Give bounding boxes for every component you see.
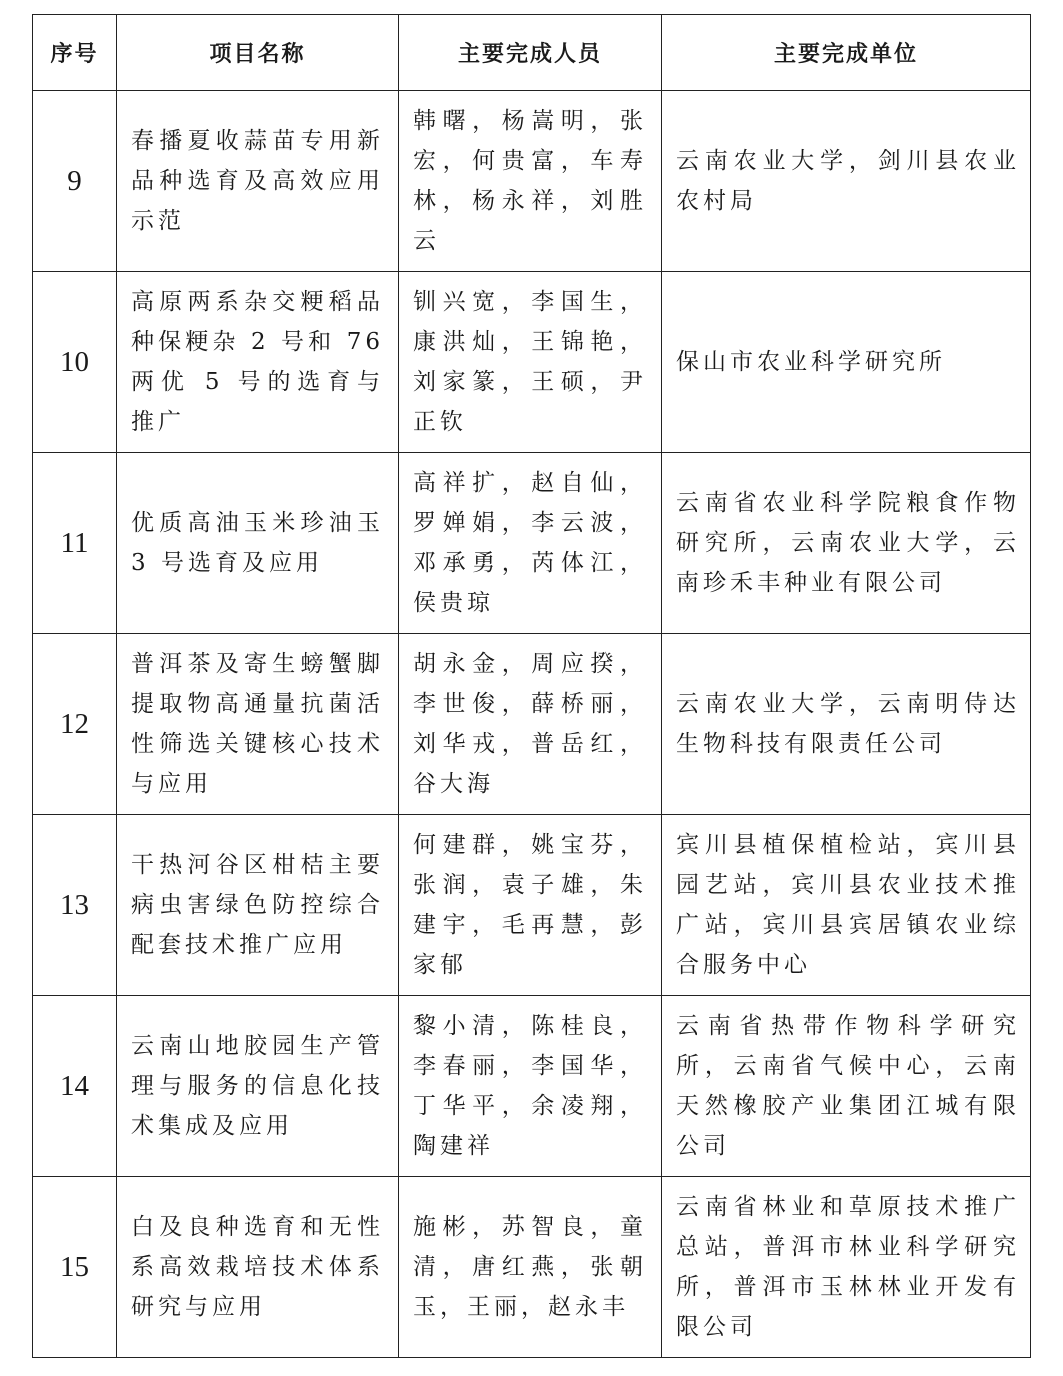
table-row xyxy=(33,91,1031,272)
row-number: 9 xyxy=(33,91,117,272)
table-row xyxy=(33,1177,1031,1358)
main-personnel xyxy=(399,815,662,996)
main-unit xyxy=(662,815,1031,996)
main-personnel-text: 高祥扩，赵自仙，罗婵娟，李云波，邓承勇，芮体江，侯贵琼 xyxy=(413,470,647,616)
main-personnel xyxy=(399,272,662,453)
main-personnel-text: 钏兴宽，李国生，康洪灿，王锦艳，刘家篆，王硕，尹正钦 xyxy=(413,289,647,435)
table-body xyxy=(33,91,1031,1358)
main-personnel xyxy=(399,91,662,272)
project-name-text: 白及良种选育和无性系高效栽培技术体系研究与应用 xyxy=(131,1214,384,1320)
table-row xyxy=(33,634,1031,815)
awards-table xyxy=(32,14,1031,1358)
row-number: 10 xyxy=(33,272,117,453)
main-personnel xyxy=(399,634,662,815)
main-personnel xyxy=(399,1177,662,1358)
row-number: 14 xyxy=(33,996,117,1177)
main-personnel-text: 韩曙，杨嵩明，张宏，何贵富，车寿林，杨永祥，刘胜云 xyxy=(413,108,647,254)
main-unit xyxy=(662,272,1031,453)
header-main-personnel: 主要完成人员 xyxy=(399,15,662,91)
main-unit xyxy=(662,91,1031,272)
main-unit-text: 云南农业大学，云南明侍达生物科技有限责任公司 xyxy=(676,691,1020,757)
main-unit-text: 云南省林业和草原技术推广总站，普洱市林业科学研究所，普洱市玉林林业开发有限公司 xyxy=(676,1194,1020,1340)
table-row xyxy=(33,996,1031,1177)
main-personnel xyxy=(399,453,662,634)
main-unit-text: 云南省热带作物科学研究所，云南省气候中心，云南天然橡胶产业集团江城有限公司 xyxy=(676,1013,1020,1159)
table-row xyxy=(33,453,1031,634)
main-unit-text: 宾川县植保植检站，宾川县园艺站，宾川县农业技术推广站，宾川县宾居镇农业综合服务中心 xyxy=(676,832,1020,978)
row-number: 11 xyxy=(33,453,117,634)
project-name-text: 优质高油玉米珍油玉 3 号选育及应用 xyxy=(131,510,384,576)
document-page xyxy=(32,14,1031,1358)
project-name xyxy=(117,453,399,634)
project-name-text: 春播夏收蒜苗专用新品种选育及高效应用示范 xyxy=(131,128,384,234)
project-name xyxy=(117,91,399,272)
project-name xyxy=(117,815,399,996)
project-name-text: 云南山地胶园生产管理与服务的信息化技术集成及应用 xyxy=(131,1033,384,1139)
main-personnel-text: 何建群，姚宝芬，张润，袁子雄，朱建宇，毛再慧，彭家郁 xyxy=(413,832,647,978)
main-personnel xyxy=(399,996,662,1177)
project-name-text: 普洱茶及寄生螃蟹脚提取物高通量抗菌活性筛选关键核心技术与应用 xyxy=(131,651,384,797)
project-name-text: 高原两系杂交粳稻品种保粳杂 2 号和 76 两优 5 号的选育与推广 xyxy=(131,289,384,435)
main-unit xyxy=(662,634,1031,815)
header-main-unit: 主要完成单位 xyxy=(662,15,1031,91)
project-name xyxy=(117,1177,399,1358)
main-unit-text: 保山市农业科学研究所 xyxy=(676,349,946,375)
row-number: 15 xyxy=(33,1177,117,1358)
row-number: 13 xyxy=(33,815,117,996)
project-name xyxy=(117,996,399,1177)
main-personnel-text: 胡永金，周应揆，李世俊，薛桥丽，刘华戎，普岳红，谷大海 xyxy=(413,651,647,797)
table-row xyxy=(33,815,1031,996)
main-unit-text: 云南省农业科学院粮食作物研究所，云南农业大学，云南珍禾丰种业有限公司 xyxy=(676,490,1020,596)
header-project-name: 项目名称 xyxy=(117,15,399,91)
table-header xyxy=(33,15,1031,91)
main-unit xyxy=(662,1177,1031,1358)
project-name-text: 干热河谷区柑桔主要病虫害绿色防控综合配套技术推广应用 xyxy=(131,852,384,958)
main-unit xyxy=(662,996,1031,1177)
main-unit-text: 云南农业大学，剑川县农业农村局 xyxy=(676,148,1020,214)
header-row xyxy=(33,15,1031,91)
main-unit xyxy=(662,453,1031,634)
project-name xyxy=(117,272,399,453)
project-name xyxy=(117,634,399,815)
main-personnel-text: 施彬，苏智良，童清，唐红燕，张朝玉，王丽，赵永丰 xyxy=(413,1214,647,1320)
table-row xyxy=(33,272,1031,453)
row-number: 12 xyxy=(33,634,117,815)
main-personnel-text: 黎小清，陈桂良，李春丽，李国华，丁华平，余凌翔，陶建祥 xyxy=(413,1013,647,1159)
header-number: 序号 xyxy=(33,15,117,91)
